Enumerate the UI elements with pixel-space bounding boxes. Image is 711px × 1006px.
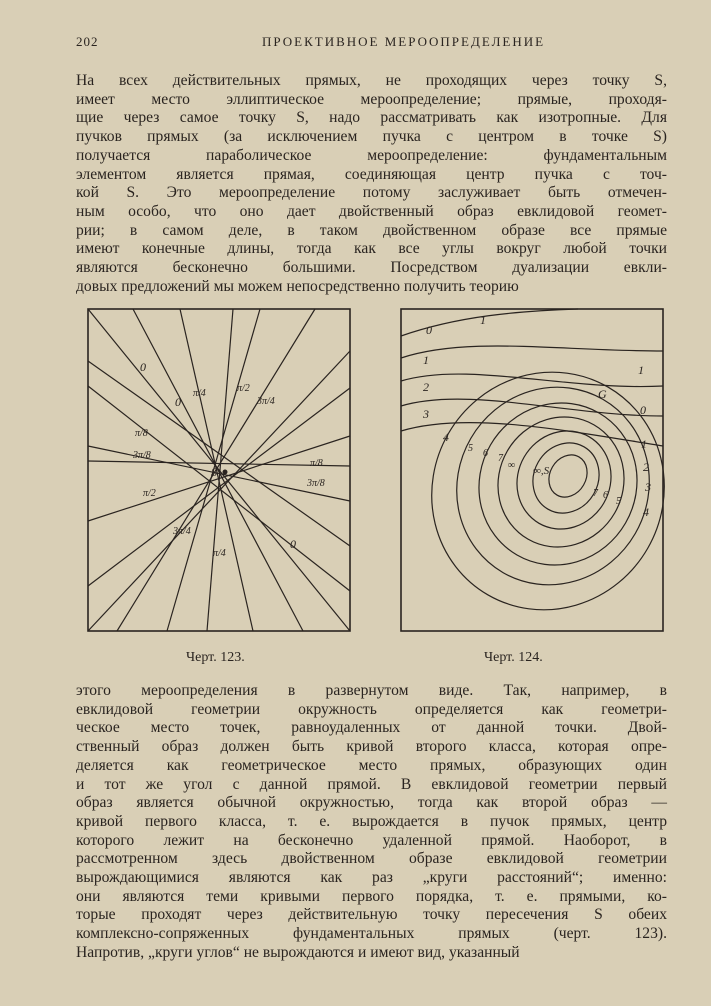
fig123-label: 0 — [175, 395, 181, 409]
pencil-lines — [88, 309, 350, 631]
figure-123 — [85, 306, 355, 641]
fig124-label: ∞ — [508, 460, 516, 471]
text-line: получается параболическое мероопределение: фундаментальным — [76, 146, 667, 164]
text-line: рии; в самом деле, в таком двойственном образе все прямые — [76, 221, 667, 239]
fig123-label: 3π/8 — [133, 450, 151, 461]
text-line: деляется как геометрическое место прямых, образующих один — [76, 756, 667, 774]
fig124-label: 0 — [640, 403, 646, 417]
text-line: этого мероопределения в развернутом виде. Так, например, в — [76, 682, 667, 699]
text-line: ческое место точек, равноудаленных от данной точки. Двой- — [76, 719, 667, 737]
text-line: комплексно-сопряженных фундаментальных прямых (черт. 123). — [76, 925, 667, 943]
text-line: евклидовой геометрии окружность определяется как геометри- — [76, 700, 667, 718]
fig124-label: 1 — [423, 353, 429, 367]
text-line: которого лежит на бесконечно удаленной прямой. Наоборот, в — [76, 831, 667, 849]
text-line: щие через самое точку S, надо рассматривать как изотропные. Для — [76, 109, 667, 127]
fig124-label: 0 — [426, 323, 432, 337]
text-line: они являются теми кривыми первого порядка, т. е. прямыми, ко- — [76, 887, 667, 905]
point-s — [223, 470, 228, 475]
fig124-label: 3 — [645, 480, 651, 494]
text-line: кривой первого класса, т. е. вырождается в пучок прямых, центр — [76, 812, 667, 830]
fig124-label: 7 — [593, 488, 598, 499]
figure-123-drawing — [85, 306, 355, 636]
fig123-label: π/8 — [135, 428, 148, 439]
fig123-label: 3π/8 — [307, 478, 325, 489]
fig124-label: 5 — [616, 496, 621, 507]
fig124-label: 2 — [423, 380, 429, 394]
text-line: элементом является прямая, соединяющая центр пучка с точ- — [76, 165, 667, 183]
figure-123-caption: Черт. 123. — [186, 650, 245, 665]
figure-124-caption: Черт. 124. — [484, 650, 543, 665]
running-title: ПРОЕКТИВНОЕ МЕРООПРЕДЕЛЕНИЕ — [262, 34, 546, 49]
fig123-label: π/8 — [310, 458, 323, 469]
fig124-label: 6 — [603, 490, 608, 501]
page-number: 202 — [76, 34, 99, 49]
text-line: имеют конечные длины, тогда как все углы вокруг любой точки — [76, 240, 667, 258]
fig123-label: 0 — [140, 360, 146, 374]
text-line: вырождающимися являются как раз „круги расстояний“; именно: — [76, 869, 667, 887]
paragraph-bottom — [76, 682, 667, 963]
fig123-label: π/2 — [143, 488, 156, 499]
figure-124-drawing — [398, 306, 668, 636]
text-line: образ является обычной окружностью, тогда как второй образ — — [76, 794, 667, 812]
fig124-label: 2 — [643, 460, 649, 474]
text-line: ным особо, что оно дает двойственный образ евклидовой геомет- — [76, 202, 667, 220]
fig124-label: 6 — [483, 448, 488, 459]
label-s: S — [211, 465, 217, 479]
fig123-label: 3π/4 — [173, 526, 191, 537]
fig123-label: π/2 — [237, 383, 250, 394]
text-line: довых предложений мы можем непосредственно получить теорию — [76, 277, 519, 295]
running-header — [76, 34, 667, 54]
fig124-label: 1 — [480, 313, 486, 327]
fig124-label: G — [598, 387, 607, 401]
text-line: ственный образ должен быть кривой второго класса, которая опре- — [76, 738, 667, 756]
paragraph-top — [76, 72, 667, 296]
point-s-label: ∞,S — [533, 465, 550, 477]
figure-124 — [398, 306, 668, 641]
fig124-label: 7 — [498, 453, 503, 464]
text-line: Напротив, „круги углов“ не вырождаются и имеют вид, указанный — [76, 943, 520, 961]
fig124-label: 5 — [468, 443, 473, 454]
fig123-label: π/4 — [213, 548, 226, 559]
text-line: На всех действительных прямых, не проходящих через точку S, — [76, 72, 667, 89]
text-line: пучков прямых (за исключением пучка с центром в точке S) — [76, 128, 667, 146]
fig124-label: 3 — [423, 407, 429, 421]
fig123-label: 0 — [290, 537, 296, 551]
fig124-label: 4 — [443, 430, 449, 444]
fig123-label: 3π/4 — [257, 396, 275, 407]
text-line: и тот же угол с данной прямой. В евклидовой геометрии первый — [76, 775, 667, 793]
fig123-label: π/4 — [193, 388, 206, 399]
text-line: торые проходят через действительную точку пересечения S обеих — [76, 906, 667, 924]
text-line: кой S. Это мероопределение потому заслуживает быть отмечен- — [76, 184, 667, 202]
fig124-label: 4 — [643, 505, 649, 519]
fig124-label: 1 — [641, 437, 647, 451]
text-line: рассмотренном здесь двойственном образе евклидовой геометрии — [76, 850, 667, 868]
fig124-label: 1 — [638, 363, 644, 377]
text-line: имеет место эллиптическое мероопределение; прямые, проходя- — [76, 90, 667, 108]
text-line: являются бесконечно большими. Посредством дуализации евкли- — [76, 259, 667, 277]
